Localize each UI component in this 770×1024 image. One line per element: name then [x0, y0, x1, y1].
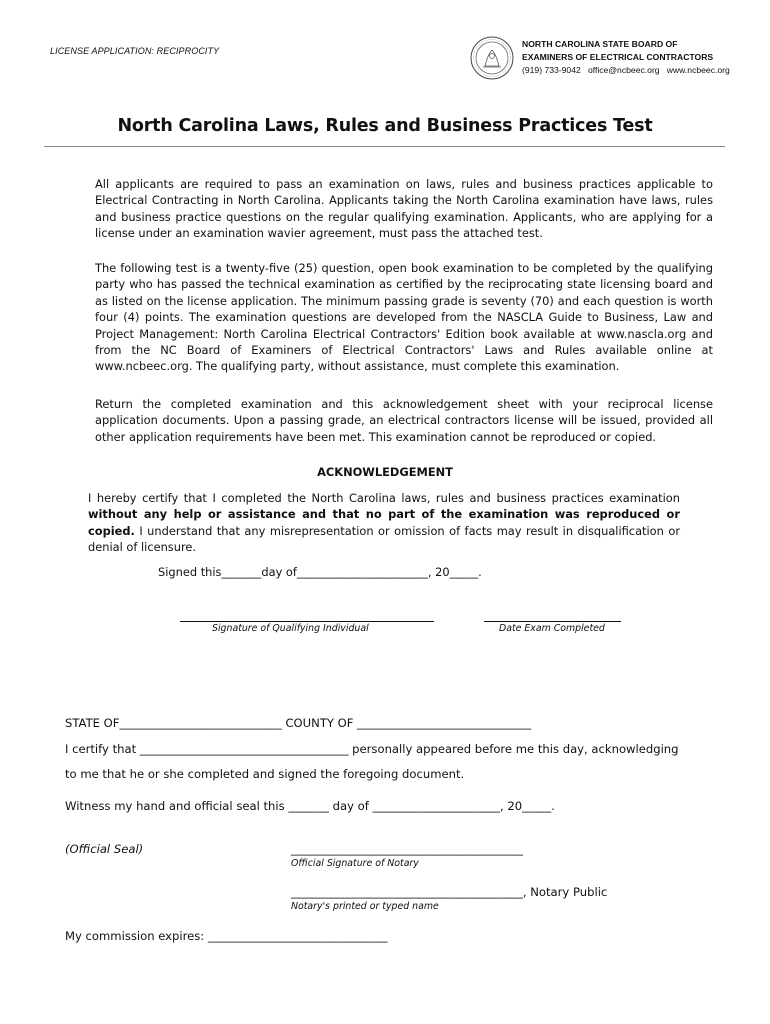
commission-expires-field[interactable]: My commission expires: _______________________________: [65, 929, 388, 943]
notary-printed-name-caption: Notary's printed or typed name: [291, 901, 439, 912]
signature-caption: Signature of Qualifying Individual: [212, 623, 369, 634]
acknowledgement-text: [88, 490, 680, 556]
intro-paragraph-1: All applicants are required to pass an examination on laws, rules and business practices applicable to Electrical Contracting in North Carolina. Applicants taking the North Carolina examination have laws, rules and business practice questions on the regular qualifying examination. Applicants, who are applying for a license under an examination wavier agreement, must pass the attached test.: [95, 177, 713, 241]
qualifying-signature-line[interactable]: [180, 621, 434, 622]
notary-printed-name-field[interactable]: ________________________________________, Notary Public: [291, 885, 608, 899]
ack-text-start: I hereby certify that I completed the North Carolina laws, rules and business practices examination: [88, 491, 680, 505]
form-label: LICENSE APPLICATION: RECIPROCITY: [50, 46, 220, 56]
board-name-line1: NORTH CAROLINA STATE BOARD OF: [522, 39, 678, 49]
date-caption: Date Exam Completed: [499, 623, 605, 634]
acknowledgement-heading: ACKNOWLEDGEMENT: [317, 465, 453, 479]
notary-signature-caption: Official Signature of Notary: [291, 858, 419, 869]
certify-continuation: to me that he or she completed and signed the foregoing document.: [65, 767, 465, 781]
board-email: office@ncbeec.org: [587, 65, 660, 75]
ack-text-end: I understand that any misrepresentation or omission of facts may result in disqualification or denial of licensure.: [88, 523, 680, 555]
state-seal-icon: [470, 36, 514, 80]
board-contact-block: [522, 38, 730, 77]
intro-paragraph-3: Return the completed examination and this acknowledgement sheet with your reciprocal license application documents. Upon a passing grade, an electrical contractors license will be issued, provided all other application requirements have been met. This examination cannot be reproduced or copied.: [95, 397, 713, 444]
ack-text-bold: without any help or assistance and that no part of the examination was reproduced or copied.: [88, 507, 680, 538]
board-name-line2: EXAMINERS OF ELECTRICAL CONTRACTORS: [522, 52, 714, 62]
board-phone: (919) 733-9042: [522, 65, 581, 75]
board-contact-line: [522, 64, 730, 77]
board-website: www.ncbeec.org: [666, 65, 730, 75]
date-completed-line[interactable]: [484, 621, 621, 622]
witness-date-field[interactable]: Witness my hand and official seal this _______ day of ______________________, 20_____.: [65, 799, 555, 813]
state-county-field[interactable]: STATE OF____________________________ COUNTY OF ______________________________: [65, 716, 532, 730]
page-title: North Carolina Laws, Rules and Business Practices Test: [117, 116, 653, 136]
official-seal-label: (Official Seal): [65, 842, 144, 856]
intro-paragraph-2: The following test is a twenty-five (25) question, open book examination to be completed by the qualifying party who has passed the technical examination as certified by the reciprocating state licensing board and as listed on the license application. The minimum passing grade is seventy (70) and each question is worth four (4) points. The examination questions are developed from the NASCLA Guide to Business, Law and Project Management: North Carolina Electrical Contractors' Edition book available at www.nascla.org and from the NC Board of Examiners of Electrical Contractors' Laws and Rules available online at www.ncbeec.org. The qualifying party, without assistance, must complete this examination.: [95, 261, 713, 374]
notary-signature-line[interactable]: ________________________________________: [291, 842, 523, 856]
signed-date-field[interactable]: Signed this_______day of_______________________, 20_____.: [158, 565, 482, 579]
certify-name-field[interactable]: I certify that ____________________________________ personally appeared before me this day, acknowledging: [65, 742, 679, 756]
title-divider: [44, 146, 725, 147]
